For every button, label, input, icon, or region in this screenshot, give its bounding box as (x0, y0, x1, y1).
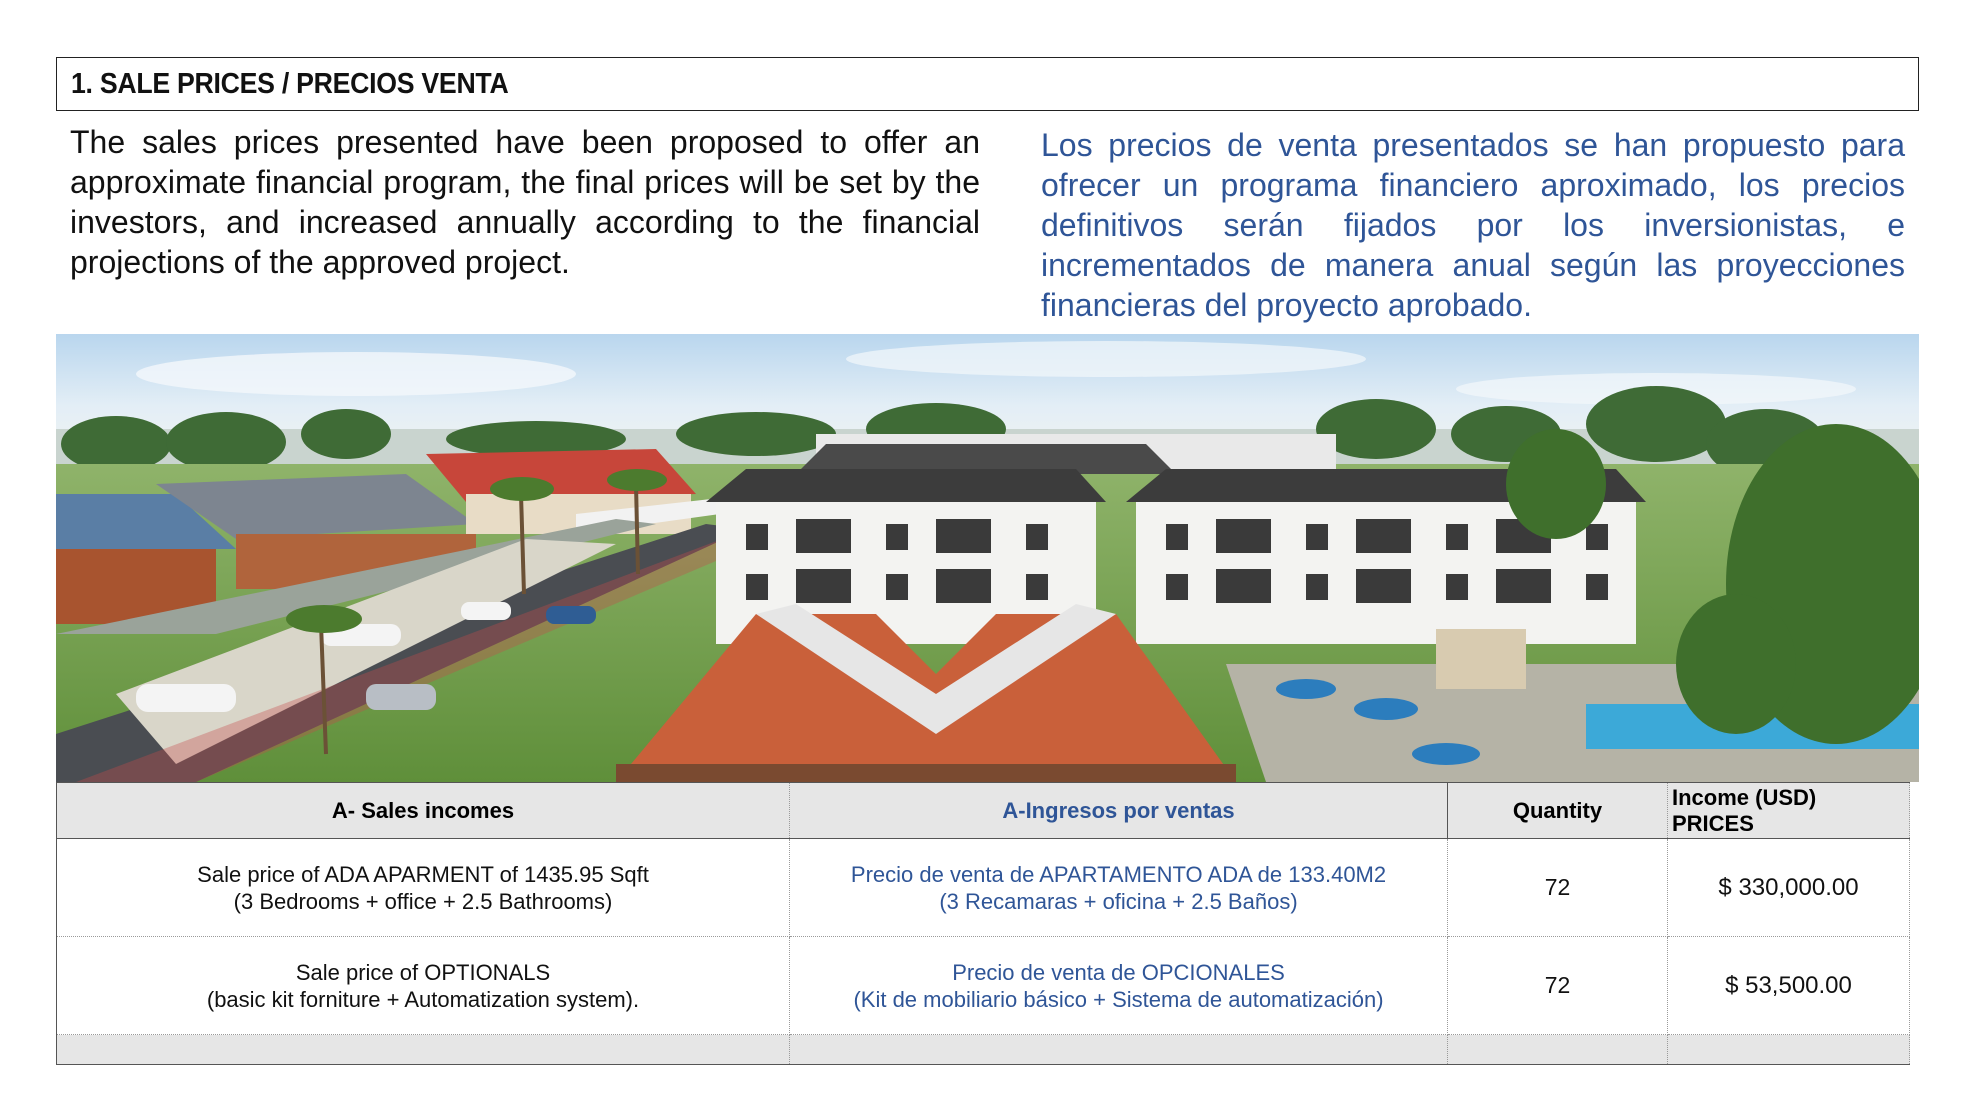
intro-spanish: Los precios de venta presentados se han propuesto para ofrecer un programa financiero aproximado, los precios definitivos serán fijados por los inversionistas, e incrementados de manera anual según las proyecciones financieras del proyecto aprobado. (1041, 127, 1905, 323)
row-spanish-line1: Precio de venta de OPCIONALES (952, 959, 1285, 985)
section-title: 1. SALE PRICES / PRECIOS VENTA (71, 67, 509, 100)
row-spanish-description (790, 937, 1448, 1035)
footer-cell (57, 1035, 790, 1065)
row-price: $ 330,000.00 (1668, 839, 1910, 937)
project-render-image (56, 334, 1919, 782)
intro-english: The sales prices presented have been proposed to offer an approximate financial program, the final prices will be set by the investors, and increased annually according to the financial projections of the approved project. (70, 124, 980, 280)
section-title-box (56, 57, 1919, 111)
header-income-line2: PRICES (1672, 810, 1754, 836)
row-spanish-line1: Precio de venta de APARTAMENTO ADA de 133.40M2 (850, 861, 1387, 887)
row-english-line2: (3 Bedrooms + office + 2.5 Bathrooms) (233, 888, 613, 914)
row-english-line1: Sale price of OPTIONALS (295, 959, 551, 985)
footer-cell (790, 1035, 1448, 1065)
table-header-row (57, 783, 1910, 839)
row-english-line2: (basic kit forniture + Automatization system). (206, 986, 640, 1012)
header-spanish: A-Ingresos por ventas (790, 783, 1448, 839)
row-spanish-line2: (Kit de mobiliario básico + Sistema de automatización) (853, 986, 1384, 1012)
row-english-line1: Sale price of ADA APARMENT of 1435.95 Sqft (197, 861, 649, 887)
sales-income-table (56, 782, 1910, 1065)
row-english-description (57, 937, 790, 1035)
row-quantity: 72 (1448, 937, 1668, 1035)
table-row (57, 839, 1910, 937)
row-english-description (57, 839, 790, 937)
header-english: A- Sales incomes (57, 783, 790, 839)
footer-cell (1668, 1035, 1910, 1065)
header-income (1668, 783, 1910, 839)
row-spanish-line2: (3 Recamaras + oficina + 2.5 Baños) (939, 888, 1298, 914)
table-footer-row (57, 1035, 1910, 1065)
row-spanish-description (790, 839, 1448, 937)
row-price: $ 53,500.00 (1668, 937, 1910, 1035)
header-quantity: Quantity (1448, 783, 1668, 839)
table-row (57, 937, 1910, 1035)
row-quantity: 72 (1448, 839, 1668, 937)
footer-cell (1448, 1035, 1668, 1065)
header-income-line1: Income (USD) (1672, 784, 1817, 810)
